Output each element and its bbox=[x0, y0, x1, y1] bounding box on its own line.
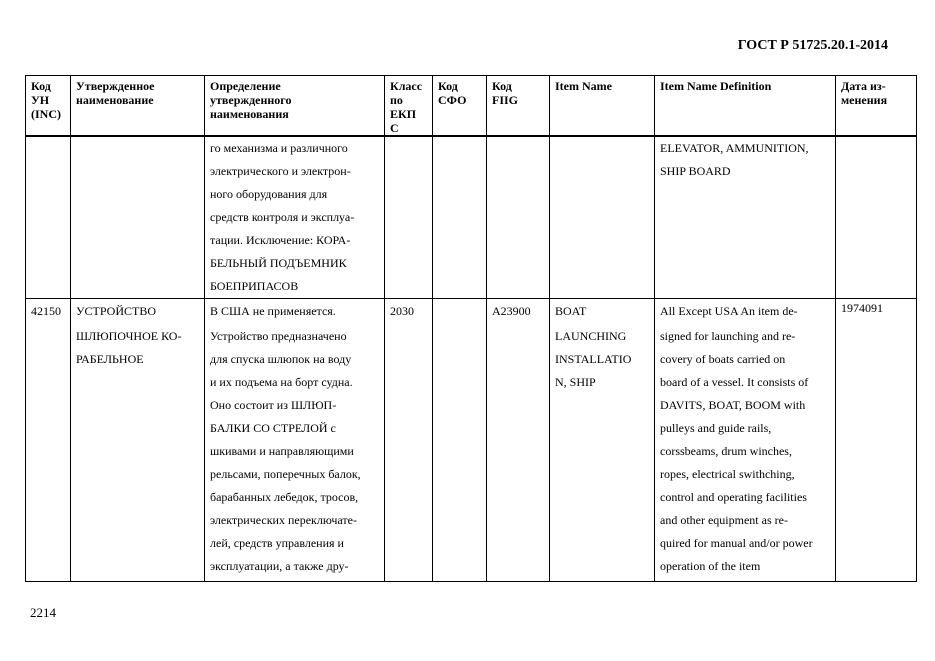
col-header-class: Класс по ЕКП С bbox=[385, 76, 433, 137]
cell-sfo bbox=[433, 299, 487, 582]
cell-item-name: BOAT LAUNCHING INSTALLATIO N, SHIP bbox=[550, 299, 655, 582]
table-row bbox=[26, 136, 917, 299]
cell-change-date bbox=[836, 136, 917, 299]
col-header-inc: Код УН (INC) bbox=[26, 76, 71, 137]
cell-definition: В США не применяется. Устройство предназначено для спуска шлюпок на воду и их подъема на борт судна. Оно состоит из ШЛЮП- БАЛКИ СО СТРЕЛОЙ с шкивами и направляющими рельсами, поперечных балок, барабанных лебедок, тросов, электрических переключате- лей, средств управления и эксплуатации, а также дру- bbox=[205, 299, 385, 582]
cell-item-name-definition: All Except USA An item de- signed for launching and re- covery of boats carried on board of a vessel. It consists of DAVITS, BOAT, BOOM with pulleys and guide rails, corssbeams, drum winches, ropes, electrical swithching, control and operating facilities and other equipment as re- quired for manual and/or power operation of the item bbox=[655, 299, 836, 582]
col-header-sfo: Код СФО bbox=[433, 76, 487, 137]
col-header-fiig: Код FIIG bbox=[487, 76, 550, 137]
item-names-table bbox=[25, 75, 917, 582]
cell-definition: го механизма и различного электрического и электрон- ного оборудования для средств контроля и эксплуа- тации. Исключение: КОРА- БЕЛЬНЫЙ ПОДЪЕМНИК БОЕПРИПАСОВ bbox=[205, 136, 385, 299]
cell-inc: 42150 bbox=[26, 299, 71, 582]
page-number: 2214 bbox=[30, 605, 56, 620]
table-row bbox=[26, 299, 917, 582]
cell-approved-name bbox=[71, 136, 205, 299]
col-header-approved-name: Утвержденное наименование bbox=[71, 76, 205, 137]
col-header-item-name-definition: Item Name Definition bbox=[655, 76, 836, 137]
col-header-definition: Определение утвержденного наименования bbox=[205, 76, 385, 137]
cell-approved-name: УСТРОЙСТВО ШЛЮПОЧНОЕ КО- РАБЕЛЬНОЕ bbox=[71, 299, 205, 582]
cell-class bbox=[385, 136, 433, 299]
cell-item-name-definition: ELEVATOR, AMMUNITION, SHIP BOARD bbox=[655, 136, 836, 299]
cell-sfo bbox=[433, 136, 487, 299]
document-standard-number: ГОСТ Р 51725.20.1-2014 bbox=[737, 38, 888, 53]
cell-inc bbox=[26, 136, 71, 299]
cell-class: 2030 bbox=[385, 299, 433, 582]
cell-item-name bbox=[550, 136, 655, 299]
cell-fiig: A23900 bbox=[487, 299, 550, 582]
table-header-row bbox=[26, 76, 917, 137]
cell-change-date: 1974091 bbox=[836, 299, 917, 582]
cell-fiig bbox=[487, 136, 550, 299]
col-header-item-name: Item Name bbox=[550, 76, 655, 137]
col-header-change-date: Дата из- менения bbox=[836, 76, 917, 137]
